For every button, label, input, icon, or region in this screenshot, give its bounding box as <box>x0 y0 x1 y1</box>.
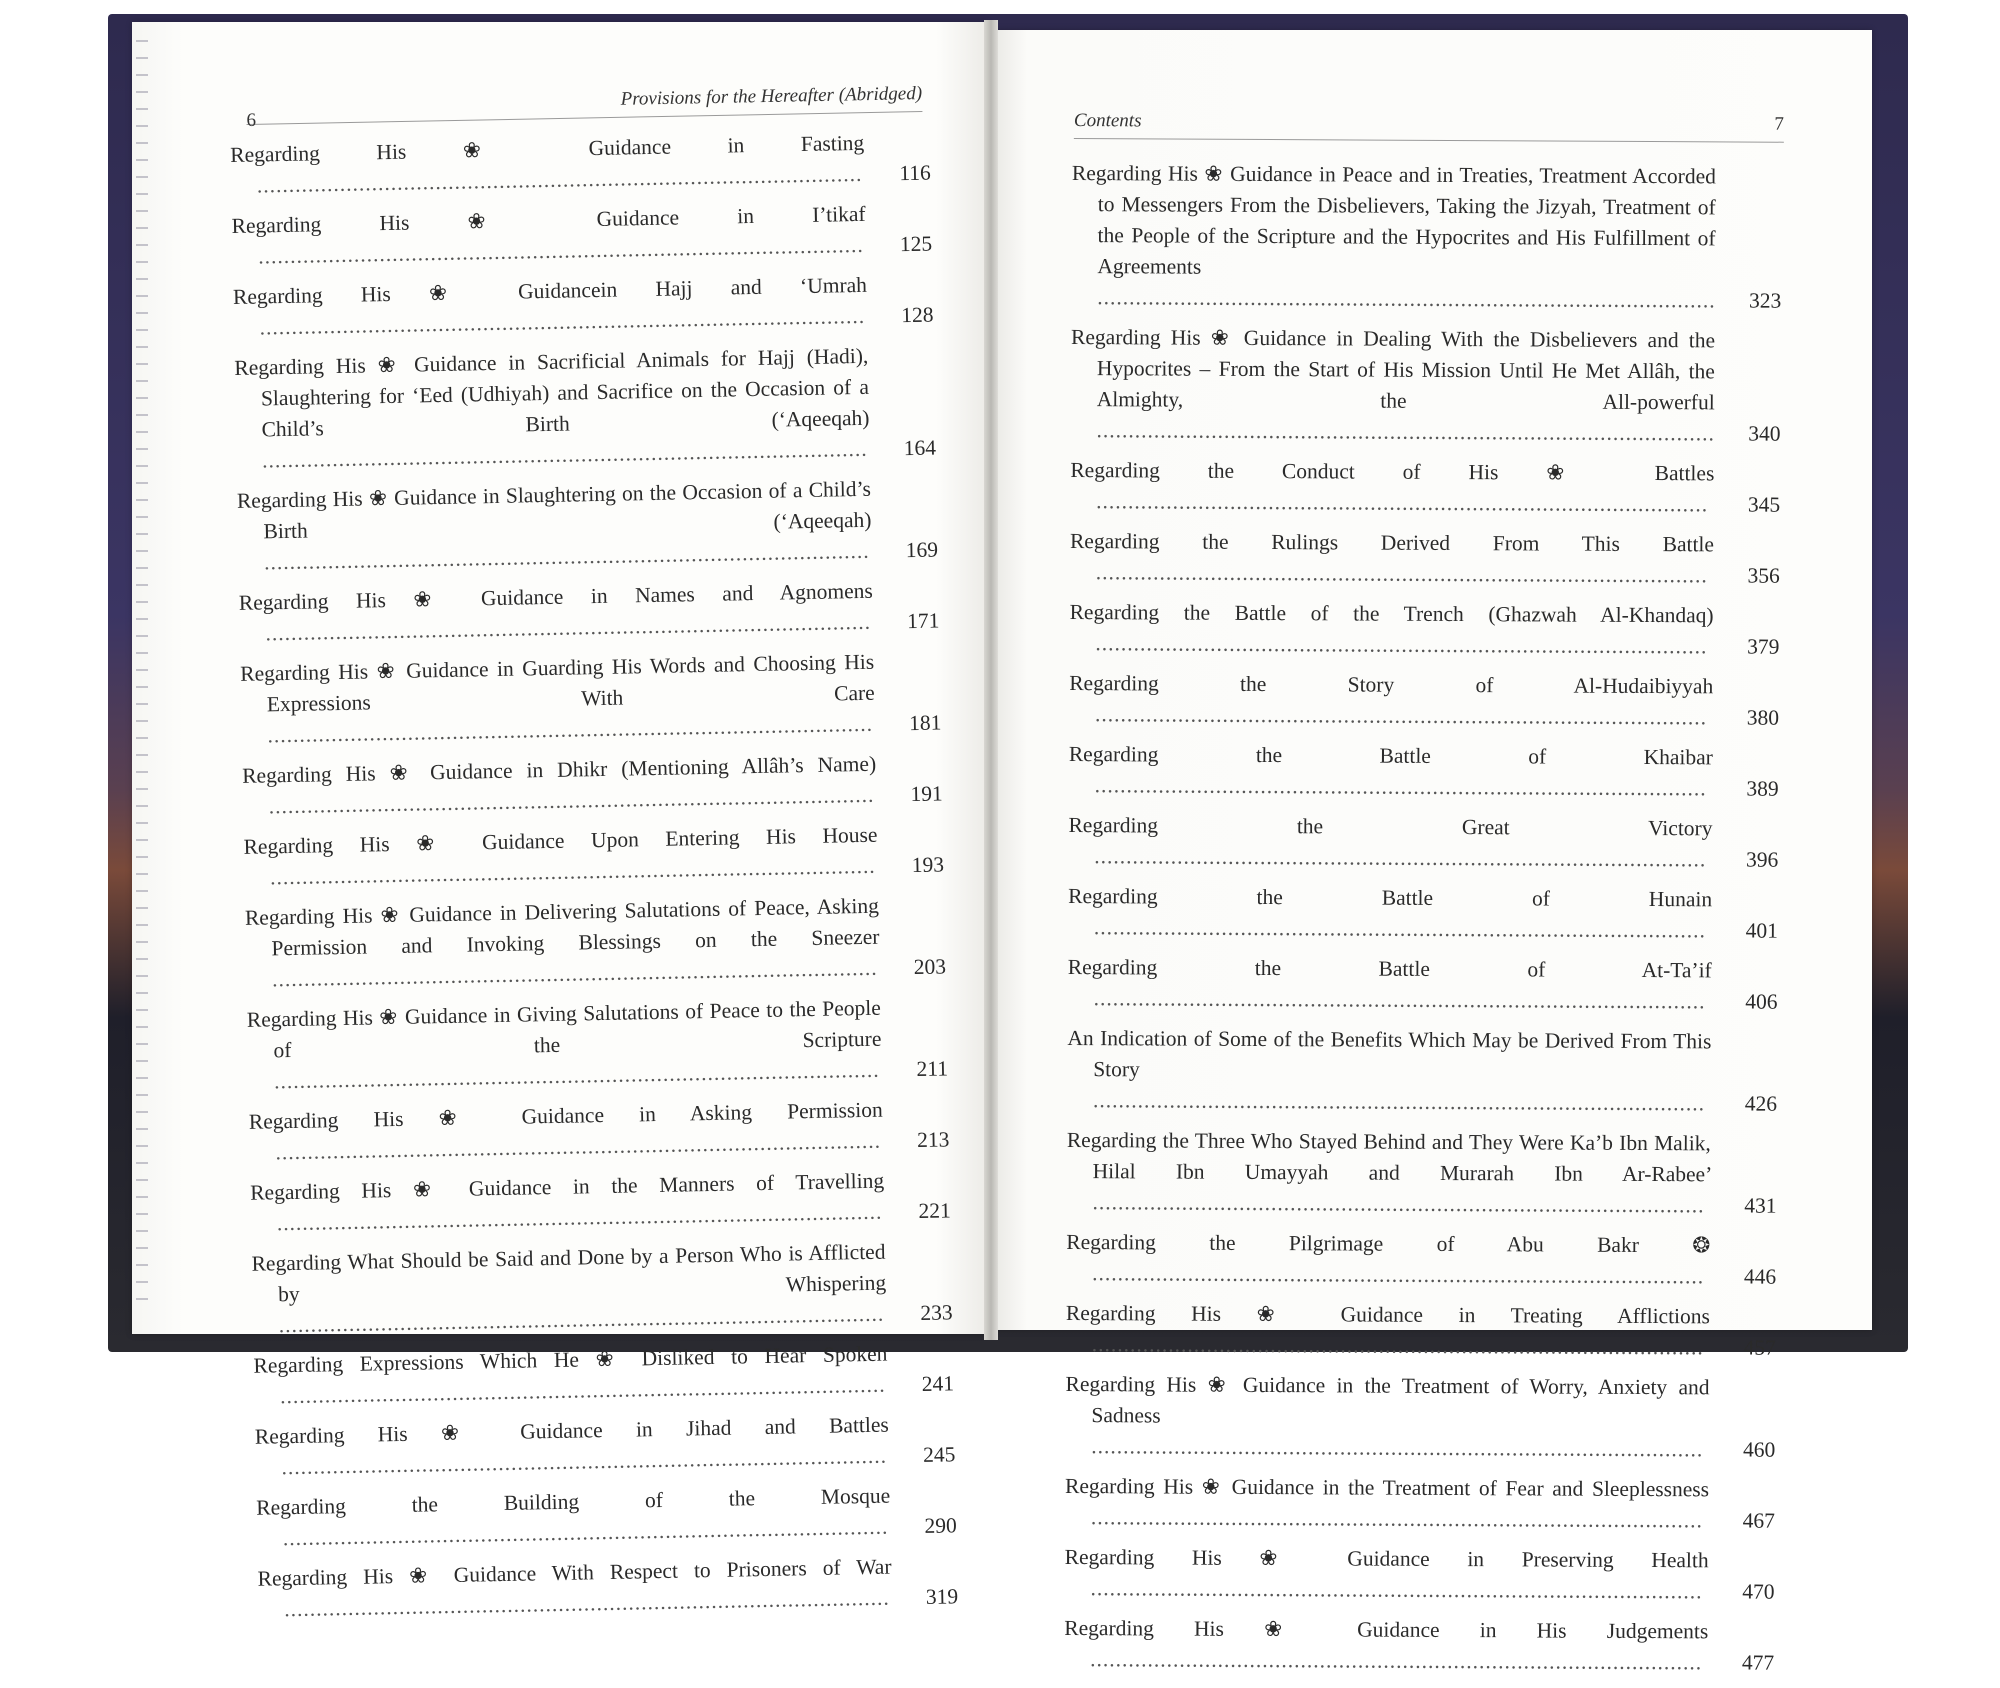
toc-page-number: 245 <box>922 1442 956 1467</box>
book-gutter <box>984 20 998 1340</box>
dot-leader: ................................................................................................ <box>1090 1647 1703 1675</box>
dot-leader: ............................................................................................... <box>282 1514 889 1551</box>
dot-leader: ............................................................................................... <box>268 782 875 819</box>
toc-entry[interactable]: Regarding His ❀ Guidance in Preserving Health ................................................................................................ 470 <box>1064 1542 1774 1608</box>
dot-leader: ............................................................................................... <box>259 303 866 340</box>
toc-page-number: 401 <box>1745 918 1779 943</box>
left-running-title: Provisions for the Hereafter (Abridged) <box>620 83 923 110</box>
toc-entry[interactable]: Regarding the Conduct of His ❀ Battles ................................................................................................ 345 <box>1070 455 1780 521</box>
toc-page-number: 116 <box>899 160 931 186</box>
right-page-number: 7 <box>1774 113 1784 135</box>
toc-page-number: 290 <box>924 1513 957 1538</box>
toc-entry[interactable]: Regarding His ❀ Guidance in the Treatment of Worry, Anxiety and Sadness ................................................................................................ 460 <box>1065 1369 1775 1466</box>
toc-page-number: 181 <box>908 710 942 736</box>
dot-leader: ................................................................................................ <box>1093 986 1706 1014</box>
toc-entry[interactable]: Regarding the Rulings Derived From This Battle ................................................................................................ 356 <box>1070 526 1780 592</box>
toc-page-number: 169 <box>905 537 939 563</box>
dot-leader: ............................................................................................... <box>281 1443 888 1480</box>
toc-page-number: 406 <box>1745 989 1778 1014</box>
dot-leader: ................................................................................................ <box>1094 773 1707 801</box>
toc-entry[interactable]: Regarding His ❀ Guidance in Sacrificial Animals for Hajj (Hadi), Slaughtering for ‘Eed (Udhiyah) and Sacrifice on the Occasion of a Child’s Birth (‘Aqeeqah) ............................................................................................... 164 <box>234 343 937 473</box>
toc-entry[interactable]: Regarding His ❀ Guidance in Fasting ............................................................................................... 116 <box>230 130 931 198</box>
toc-page-number: 203 <box>913 954 947 980</box>
toc-page-number: 477 <box>1741 1650 1775 1675</box>
toc-page-number: 128 <box>901 302 934 328</box>
toc-page-number: 389 <box>1746 776 1779 801</box>
toc-page-number: 457 <box>1743 1335 1776 1360</box>
toc-page-number: 125 <box>899 231 933 257</box>
toc-page-number: 241 <box>921 1371 955 1396</box>
left-toc-list <box>230 127 959 1635</box>
page-edge-stitching <box>136 40 148 1310</box>
dot-leader: ............................................................................................... <box>273 1057 880 1094</box>
dot-leader: ............................................................................................... <box>258 232 864 269</box>
dot-leader: ................................................................................................ <box>1090 1576 1703 1604</box>
toc-entry[interactable]: Regarding the Battle of the Trench (Ghazwah Al-Khandaq) ................................................................................................ 379 <box>1069 597 1779 663</box>
toc-page-number: 380 <box>1746 705 1780 730</box>
dot-leader: ................................................................................................ <box>1095 702 1708 730</box>
dot-leader: ................................................................................................ <box>1091 1332 1704 1360</box>
toc-page-number: 379 <box>1747 634 1780 659</box>
dot-leader: ................................................................................................ <box>1093 1088 1706 1116</box>
toc-entry[interactable]: Regarding What Should be Said and Done by a Person Who is Afflicted by Whispering ............................................................................................... 233 <box>251 1239 953 1338</box>
dot-leader: ................................................................................................. <box>1097 285 1716 313</box>
toc-entry[interactable]: Regarding Expressions Which He ❀ Disliked to Hear Spoken ............................................................................................... 241 <box>253 1341 955 1409</box>
toc-page-number: 323 <box>1748 288 1782 313</box>
toc-entry[interactable]: Regarding the Battle of Khaibar ................................................................................................ 389 <box>1069 739 1779 805</box>
toc-page-number: 193 <box>911 852 945 878</box>
toc-entry[interactable]: Regarding His ❀ Guidance in Dhikr (Mentioning Allâh’s Name) ............................................................................................... 191 <box>241 751 943 819</box>
dot-leader: ................................................................................................ <box>1090 1505 1703 1533</box>
toc-entry[interactable]: Regarding His ❀ Guidance in Treating Afflictions ................................................................................................ 457 <box>1066 1298 1776 1364</box>
toc-entry[interactable]: Regarding His ❀ Guidance in Giving Salutations of Peace to the People of the Scripture ............................................................................................... 211 <box>246 995 949 1094</box>
toc-entry[interactable]: Regarding His ❀ Guidance in the Treatment of Fear and Sleeplessness ................................................................................................ 467 <box>1065 1471 1775 1537</box>
toc-entry[interactable]: Regarding the Building of the Mosque ............................................................................................... 290 <box>256 1483 957 1551</box>
toc-entry[interactable]: Regarding His ❀ Guidance in I’tikaf ............................................................................................... 125 <box>231 201 933 269</box>
toc-entry[interactable]: Regarding His ❀ Guidancein Hajj and ‘Umrah ............................................................................................... 128 <box>232 272 934 340</box>
toc-entry[interactable]: An Indication of Some of the Benefits Which May be Derived From This Story ................................................................................................ 426 <box>1067 1023 1777 1120</box>
toc-entry[interactable]: Regarding His ❀ Guidance in Delivering Salutations of Peace, Asking Permission and Invoking Blessings on the Sneezer ............................................................................................... 203 <box>244 893 947 992</box>
right-running-title: Contents <box>1073 110 1142 132</box>
dot-leader: ............................................................................................... <box>265 609 872 646</box>
toc-page-number: 396 <box>1746 847 1779 872</box>
toc-page-number: 191 <box>910 781 943 807</box>
toc-entry[interactable]: Regarding His ❀ Guidance in Names and Agnomens ............................................................................................... 171 <box>238 578 940 646</box>
toc-page-number: 340 <box>1748 421 1781 446</box>
right-toc-list <box>1064 158 1782 1688</box>
dot-leader: ............................................................................................... <box>267 711 874 748</box>
toc-entry[interactable]: Regarding His ❀ Guidance in His Judgements ................................................................................................ 477 <box>1064 1613 1774 1679</box>
dot-leader: ............................................................................................... <box>271 955 878 992</box>
toc-entry[interactable]: Regarding His ❀ Guidance in the Manners of Travelling ............................................................................................... 221 <box>249 1168 951 1236</box>
toc-page-number: 213 <box>916 1127 950 1152</box>
dot-leader: ................................................................................................ <box>1092 1261 1705 1289</box>
toc-entry[interactable]: Regarding His ❀ Guidance in Jihad and Battles ............................................................................................... 245 <box>254 1412 956 1480</box>
toc-entry[interactable]: Regarding the Great Victory ................................................................................................ 396 <box>1068 810 1778 876</box>
toc-entry[interactable]: Regarding the Battle of Hunain ................................................................................................ 401 <box>1068 881 1778 947</box>
dot-leader: ............................................................................................... <box>283 1585 890 1622</box>
dot-leader: ................................................................................................ <box>1096 489 1709 517</box>
toc-entry[interactable]: Regarding the Story of Al-Hudaibiyyah ................................................................................................ 380 <box>1069 668 1779 734</box>
toc-entry[interactable]: Regarding His ❀ Guidance in Slaughtering on the Occasion of a Child’s Birth (‘Aqeeqah) ............................................................................................... 169 <box>236 476 939 575</box>
dot-leader: ............................................................................................... <box>275 1128 882 1165</box>
toc-page-number: 446 <box>1743 1264 1777 1289</box>
dot-leader: ................................................................................................ <box>1091 1434 1704 1462</box>
toc-page-number: 171 <box>906 608 940 634</box>
toc-page-number: 345 <box>1747 492 1781 517</box>
toc-entry[interactable]: Regarding the Pilgrimage of Abu Bakr ❂ ................................................................................................ 446 <box>1066 1227 1776 1293</box>
toc-entry[interactable]: Regarding the Battle of At-Ta’if ................................................................................................ 406 <box>1068 952 1778 1018</box>
toc-page-number: 467 <box>1742 1508 1775 1533</box>
toc-page-number: 460 <box>1742 1437 1776 1462</box>
dot-leader: ............................................................................................... <box>279 1372 886 1409</box>
dot-leader: ............................................................................................... <box>276 1199 883 1236</box>
toc-entry[interactable]: Regarding His ❀ Guidance Upon Entering His House ............................................................................................... 193 <box>243 822 945 890</box>
toc-page-number: 319 <box>925 1584 959 1609</box>
toc-entry[interactable]: Regarding the Three Who Stayed Behind and They Were Ka’b Ibn Malik, Hilal Ibn Umayyah and Murarah Ibn Ar-Rabee’ ................................................................................................ 431 <box>1066 1125 1776 1222</box>
toc-entry[interactable]: Regarding His ❀ Guidance in Asking Permission ............................................................................................... 213 <box>248 1097 950 1165</box>
toc-page-number: 233 <box>920 1300 953 1325</box>
dot-leader: ............................................................................................... <box>269 853 876 890</box>
toc-page-number: 221 <box>918 1198 951 1223</box>
dot-leader: ................................................................................................ <box>1095 560 1708 588</box>
right-page-header <box>1074 110 1784 143</box>
dot-leader: ................................................................................................ <box>1093 915 1707 943</box>
toc-page-number: 431 <box>1744 1193 1777 1218</box>
dot-leader: ................................................................................................ <box>1094 844 1707 872</box>
dot-leader: ............................................................................................... <box>278 1301 885 1338</box>
dot-leader: ............................................................................................... <box>256 161 863 198</box>
dot-leader: ............................................................................................... <box>263 538 870 575</box>
toc-page-number: 426 <box>1744 1091 1778 1116</box>
dot-leader: ................................................................................................. <box>1096 418 1716 446</box>
toc-page-number: 356 <box>1747 563 1780 588</box>
toc-entry[interactable]: Regarding His ❀ Guidance With Respect to Prisoners of War ............................................................................................... 319 <box>257 1554 959 1622</box>
toc-entry[interactable]: Regarding His ❀ Guidance in Dealing With the Disbelievers and the Hypocrites – From the Start of His Mission Until He Met Allâh, the Almighty, the All-powerful ................................................................................................. 340 <box>1070 322 1781 450</box>
toc-entry[interactable]: Regarding His ❀ Guidance in Guarding His Words and Choosing His Expressions With Care ............................................................................................... 181 <box>240 649 942 748</box>
toc-entry[interactable]: Regarding His ❀ Guidance in Peace and in Treaties, Treatment Accorded to Messengers From the Disbelievers, Taking the Jizyah, Treatment of the People of the Scripture and the Hypocrites and His Fulfillment of Agreements ................................................................................................. 323 <box>1071 158 1782 317</box>
toc-page-number: 211 <box>916 1056 949 1081</box>
dot-leader: ............................................................................................... <box>261 436 868 473</box>
left-page-number: 6 <box>246 109 257 131</box>
dot-leader: ................................................................................................ <box>1095 631 1708 659</box>
toc-page-number: 470 <box>1742 1579 1775 1604</box>
toc-page-number: 164 <box>903 435 937 461</box>
dot-leader: ................................................................................................ <box>1092 1190 1705 1218</box>
